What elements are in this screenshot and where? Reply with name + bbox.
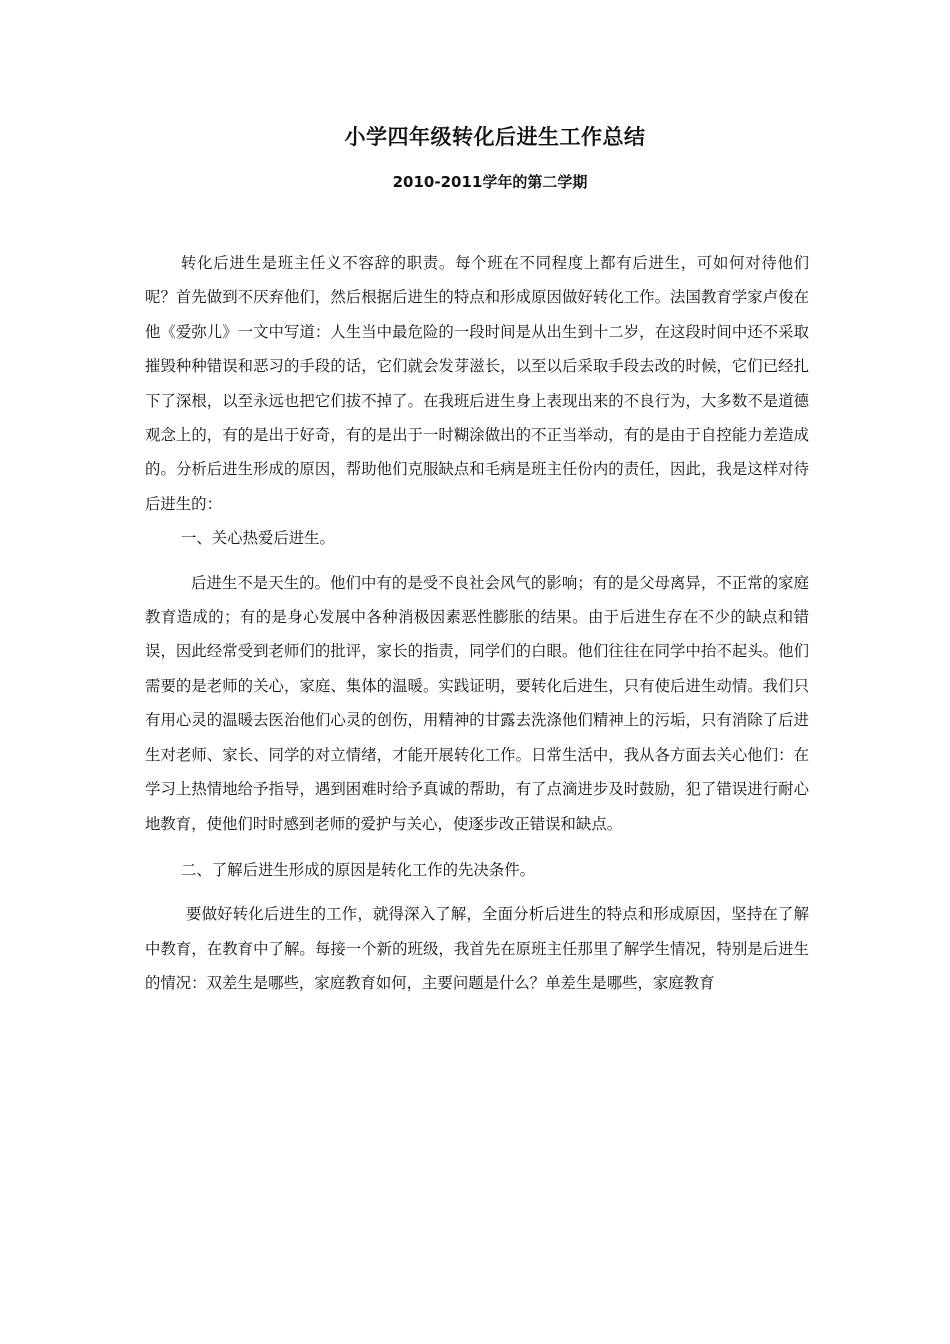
document-subtitle: 2010-2011学年的第二学期 xyxy=(392,173,588,191)
section-2-paragraph: 要做好转化后进生的工作，就得深入了解，全面分析后进生的特点和形成原因，坚持在了解中教育，在教育中了解。每接一个新的班级，我首先在原班主任那里了解学生情况，特别是后进生的情况：双差生是哪些，家庭教育如何，主要问题是什么？单差生是哪些，家庭教育 xyxy=(145,905,809,993)
spacer xyxy=(145,556,809,566)
spacer xyxy=(145,887,809,897)
section-heading-1: 一、关心热爱后进生。 xyxy=(181,529,335,548)
section-heading-2: 二、了解后进生形成的原因是转化工作的先决条件。 xyxy=(181,860,535,879)
document-title: 小学四年级转化后进生工作总结 xyxy=(344,125,646,149)
intro-paragraph: 转化后进生是班主任义不容辞的职责。每个班在不同程度上都有后进生，可如何对待他们呢？首先做到不厌弃他们，然后根据后进生的特点和形成原因做好转化工作。法国教育学家卢俊在他《爱弥儿》一文中写道：人生当中最危险的一段时间是从出生到十二岁，在这段时间中还不采取摧毁种种错误和恶习的手段的话，它们就会发芽滋长，以至以后采取手段去改的时候，它们已经扎下了深根，以至永远也把它们拔不掉了。在我班后进生身上表现出来的不良行为，大多数不是道德观念上的，有的是出于好奇，有的是出于一时糊涂做出的不正当举动，有的是由于自控能力差造成的。分析后进生形成的原因，帮助他们克服缺点和毛病是班主任份内的责任，因此，我是这样对待后进生的： xyxy=(145,254,809,513)
document-body xyxy=(145,246,809,1001)
section-1-paragraph: 后进生不是天生的。他们中有的是受不良社会风气的影响；有的是父母离异，不正常的家庭教育造成的；有的是身心发展中各种消极因素恶性膨胀的结果。由于后进生存在不少的缺点和错误，因此经常受到老师们的批评，家长的指责，同学们的白眼。他们往往在同学中抬不起头。他们需要的是老师的关心，家庭、集体的温暖。实践证明，要转化后进生，只有使后进生动情。我们只有用心灵的温暖去医治他们心灵的创伤，用精神的甘露去洗涤他们精神上的污垢，只有消除了后进生对老师、家长、同学的对立情绪，才能开展转化工作。日常生活中，我从各方面去关心他们：在学习上热情地给予指导，遇到困难时给予真诚的帮助，有了点滴进步及时鼓励，犯了错误进行耐心地教育，使他们时时感到老师的爱护与关心，使逐步改正错误和缺点。 xyxy=(145,573,809,833)
spacer xyxy=(145,841,809,853)
